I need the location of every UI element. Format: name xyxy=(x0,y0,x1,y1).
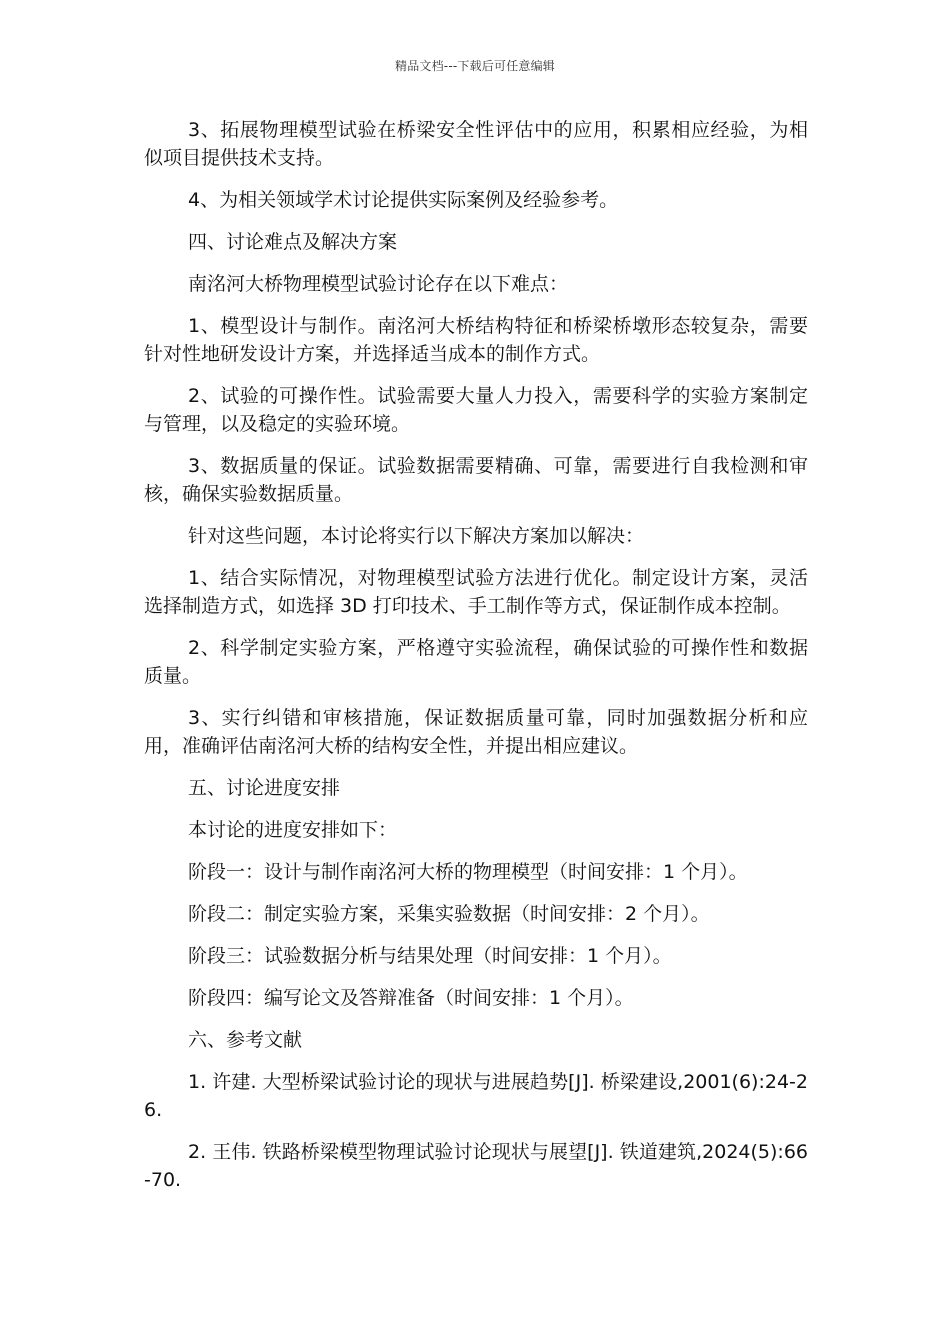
paragraph-stage-3: 阶段三：试验数据分析与结果处理（时间安排：1 个月）。 xyxy=(188,945,672,967)
paragraph-difficulty-2: 2、试验的可操作性。试验需要大量人力投入，需要科学的实验方案制定与管理，以及稳定的实验环境。 xyxy=(144,385,808,435)
paragraph-stage-1: 阶段一：设计与制作南洺河大桥的物理模型（时间安排：1 个月）。 xyxy=(188,861,748,883)
paragraph-stage-4: 阶段四：编写论文及答辩准备（时间安排：1 个月）。 xyxy=(188,987,634,1009)
reference-item-1: 1. 许建. 大型桥梁试验讨论的现状与进展趋势[J]. 桥梁建设,2001(6):24-26. xyxy=(144,1071,808,1121)
paragraph-difficulty-3: 3、数据质量的保证。试验数据需要精确、可靠，需要进行自我检测和审核，确保实验数据质量。 xyxy=(144,455,808,505)
paragraph-stage-2: 阶段二：制定实验方案，采集实验数据（时间安排：2 个月）。 xyxy=(188,903,710,925)
paragraph-goal-4: 4、为相关领域学术讨论提供实际案例及经验参考。 xyxy=(188,189,619,211)
paragraph-schedule-intro: 本讨论的进度安排如下： xyxy=(188,819,398,841)
page-header: 精品文档---下载后可任意编辑 xyxy=(395,59,555,73)
section-heading-difficulties: 四、讨论难点及解决方案 xyxy=(188,231,398,253)
paragraph-solution-1: 1、结合实际情况，对物理模型试验方法进行优化。制定设计方案，灵活选择制造方式，如选择 3D 打印技术、手工制作等方式，保证制作成本控制。 xyxy=(144,567,808,617)
section-heading-references: 六、参考文献 xyxy=(188,1029,303,1051)
paragraph-solution-2: 2、科学制定实验方案，严格遵守实验流程，确保试验的可操作性和数据质量。 xyxy=(144,637,808,687)
paragraph-solutions-intro: 针对这些问题，本讨论将实行以下解决方案加以解决： xyxy=(188,525,645,547)
paragraph-difficulties-intro: 南洺河大桥物理模型试验讨论存在以下难点： xyxy=(188,273,569,295)
reference-item-2: 2. 王伟. 铁路桥梁模型物理试验讨论现状与展望[J]. 铁道建筑,2024(5):66-70. xyxy=(144,1141,808,1191)
section-heading-schedule: 五、讨论进度安排 xyxy=(188,777,341,799)
paragraph-goal-3: 3、拓展物理模型试验在桥梁安全性评估中的应用，积累相应经验，为相似项目提供技术支持。 xyxy=(144,119,808,169)
paragraph-difficulty-1: 1、模型设计与制作。南洺河大桥结构特征和桥梁桥墩形态较复杂，需要针对性地研发设计方案，并选择适当成本的制作方式。 xyxy=(144,315,808,365)
paragraph-solution-3: 3、实行纠错和审核措施，保证数据质量可靠，同时加强数据分析和应用，准确评估南洺河大桥的结构安全性，并提出相应建议。 xyxy=(144,707,808,757)
document-body xyxy=(144,116,808,1208)
